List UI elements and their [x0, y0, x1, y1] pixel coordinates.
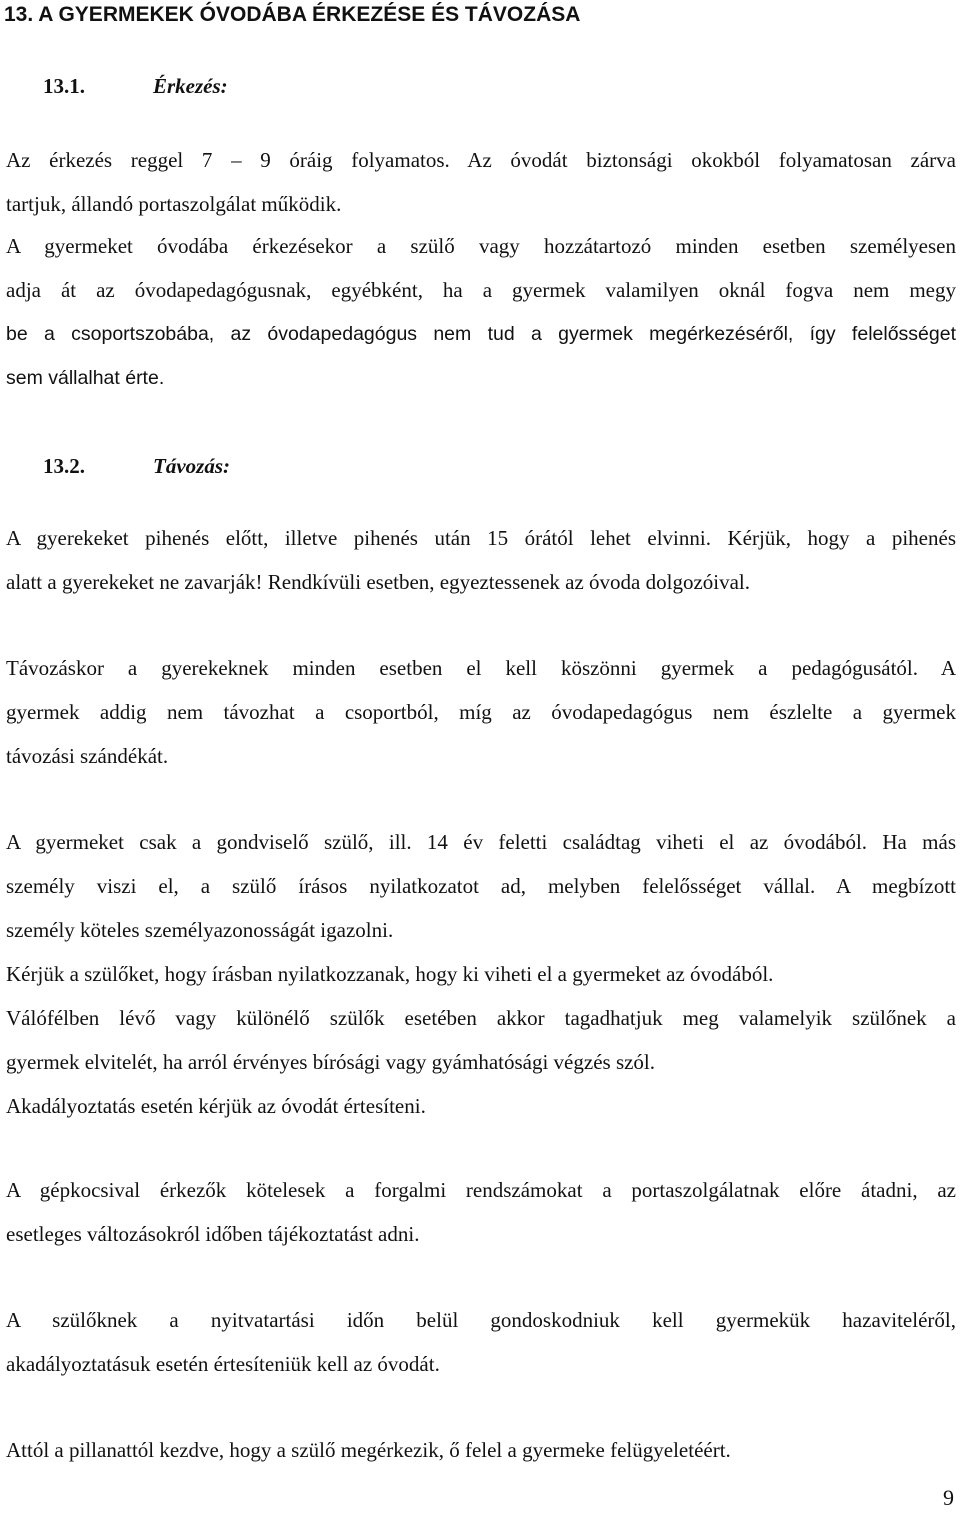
paragraph-line: Attól a pillanattól kezdve, hogy a szülő megérkezik, ő felel a gyermeke felügyeletéért. [6, 1438, 731, 1462]
paragraph-opening-hours [6, 1307, 956, 1395]
paragraph-responsibility [6, 1437, 956, 1481]
page-number: 9 [943, 1485, 954, 1510]
paragraph-line: A gépkocsival érkezők kötelesek a forgalmi rendszámokat a portaszolgálatnak előre átadni, az [6, 1178, 956, 1202]
paragraph-line: A gyermeket csak a gondviselő szülő, ill. 14 év feletti családtag viheti el az óvodából. Ha más [6, 830, 956, 854]
section-number: 13.2. [43, 454, 85, 478]
section-heading-departure [43, 453, 230, 479]
paragraph-line: Kérjük a szülőket, hogy írásban nyilatkozzanak, hogy ki viheti el a gyermeket az óvodából. [6, 962, 774, 986]
paragraph-line: A szülőknek a nyitvatartási időn belül gondoskodniuk kell gyermekük hazaviteléről, [6, 1308, 956, 1332]
paragraph-line: adja át az óvodapedagógusnak, egyébként, ha a gyermek valamilyen oknál fogva nem megy [6, 278, 956, 302]
section-number: 13.1. [43, 74, 85, 98]
paragraph-line: személy köteles személyazonosságát igazolni. [6, 918, 394, 942]
paragraph-line: Az érkezés reggel 7 – 9 óráig folyamatos. Az óvodát biztonsági okokból folyamatosan zárva [6, 148, 956, 172]
paragraph-line: be a csoportszobába, az óvodapedagógus nem tud a gyermek megérkezéséről, így felelősséget [6, 323, 956, 345]
paragraph-line: gyermek addig nem távozhat a csoportból, míg az óvodapedagógus nem észlelte a gyermek [6, 700, 956, 724]
paragraph-farewell [6, 655, 956, 787]
chapter-heading: 13. A GYERMEKEK ÓVODÁBA ÉRKEZÉSE ÉS TÁVOZÁSA [4, 3, 581, 26]
paragraph-line: esetleges változásokról időben tájékoztatást adni. [6, 1222, 420, 1246]
paragraph-vehicles [6, 1177, 956, 1265]
paragraph-line: távozási szándékát. [6, 744, 169, 768]
section-title: Távozás: [153, 454, 230, 478]
section-title: Érkezés: [153, 74, 228, 98]
paragraph-authorized-pickup [6, 829, 956, 1137]
paragraph-handover [6, 233, 956, 409]
paragraph-line: A gyermeket óvodába érkezésekor a szülő vagy hozzátartozó minden esetben személyesen [6, 234, 956, 258]
paragraph-line: akadályoztatásuk esetén értesíteniük kell az óvodát. [6, 1352, 440, 1376]
paragraph-line: sem vállalhat érte. [6, 367, 165, 389]
paragraph-line: alatt a gyerekeket ne zavarják! Rendkívüli esetben, egyeztessenek az óvoda dolgozóival. [6, 570, 751, 594]
paragraph-line: gyermek elvitelét, ha arról érvényes bírósági vagy gyámhatósági végzés szól. [6, 1050, 656, 1074]
paragraph-line: A gyerekeket pihenés előtt, illetve pihenés után 15 órától lehet elvinni. Kérjük, hogy a pihenés [6, 526, 956, 550]
paragraph-line: Távozáskor a gyerekeknek minden esetben el kell köszönni gyermek a pedagógusától. A [6, 656, 956, 680]
section-heading-arrival [43, 73, 228, 99]
paragraph-line: személy viszi el, a szülő írásos nyilatkozatot ad, melyben felelősséget vállal. A megbízott [6, 874, 956, 898]
paragraph-pickup-times [6, 525, 956, 613]
paragraph-line: tartjuk, állandó portaszolgálat működik. [6, 192, 342, 216]
paragraph-arrival-hours [6, 147, 956, 235]
paragraph-line: Válófélben lévő vagy különélő szülők esetében akkor tagadhatjuk meg valamelyik szülőnek a [6, 1006, 956, 1030]
paragraph-line: Akadályoztatás esetén kérjük az óvodát értesíteni. [6, 1094, 426, 1118]
